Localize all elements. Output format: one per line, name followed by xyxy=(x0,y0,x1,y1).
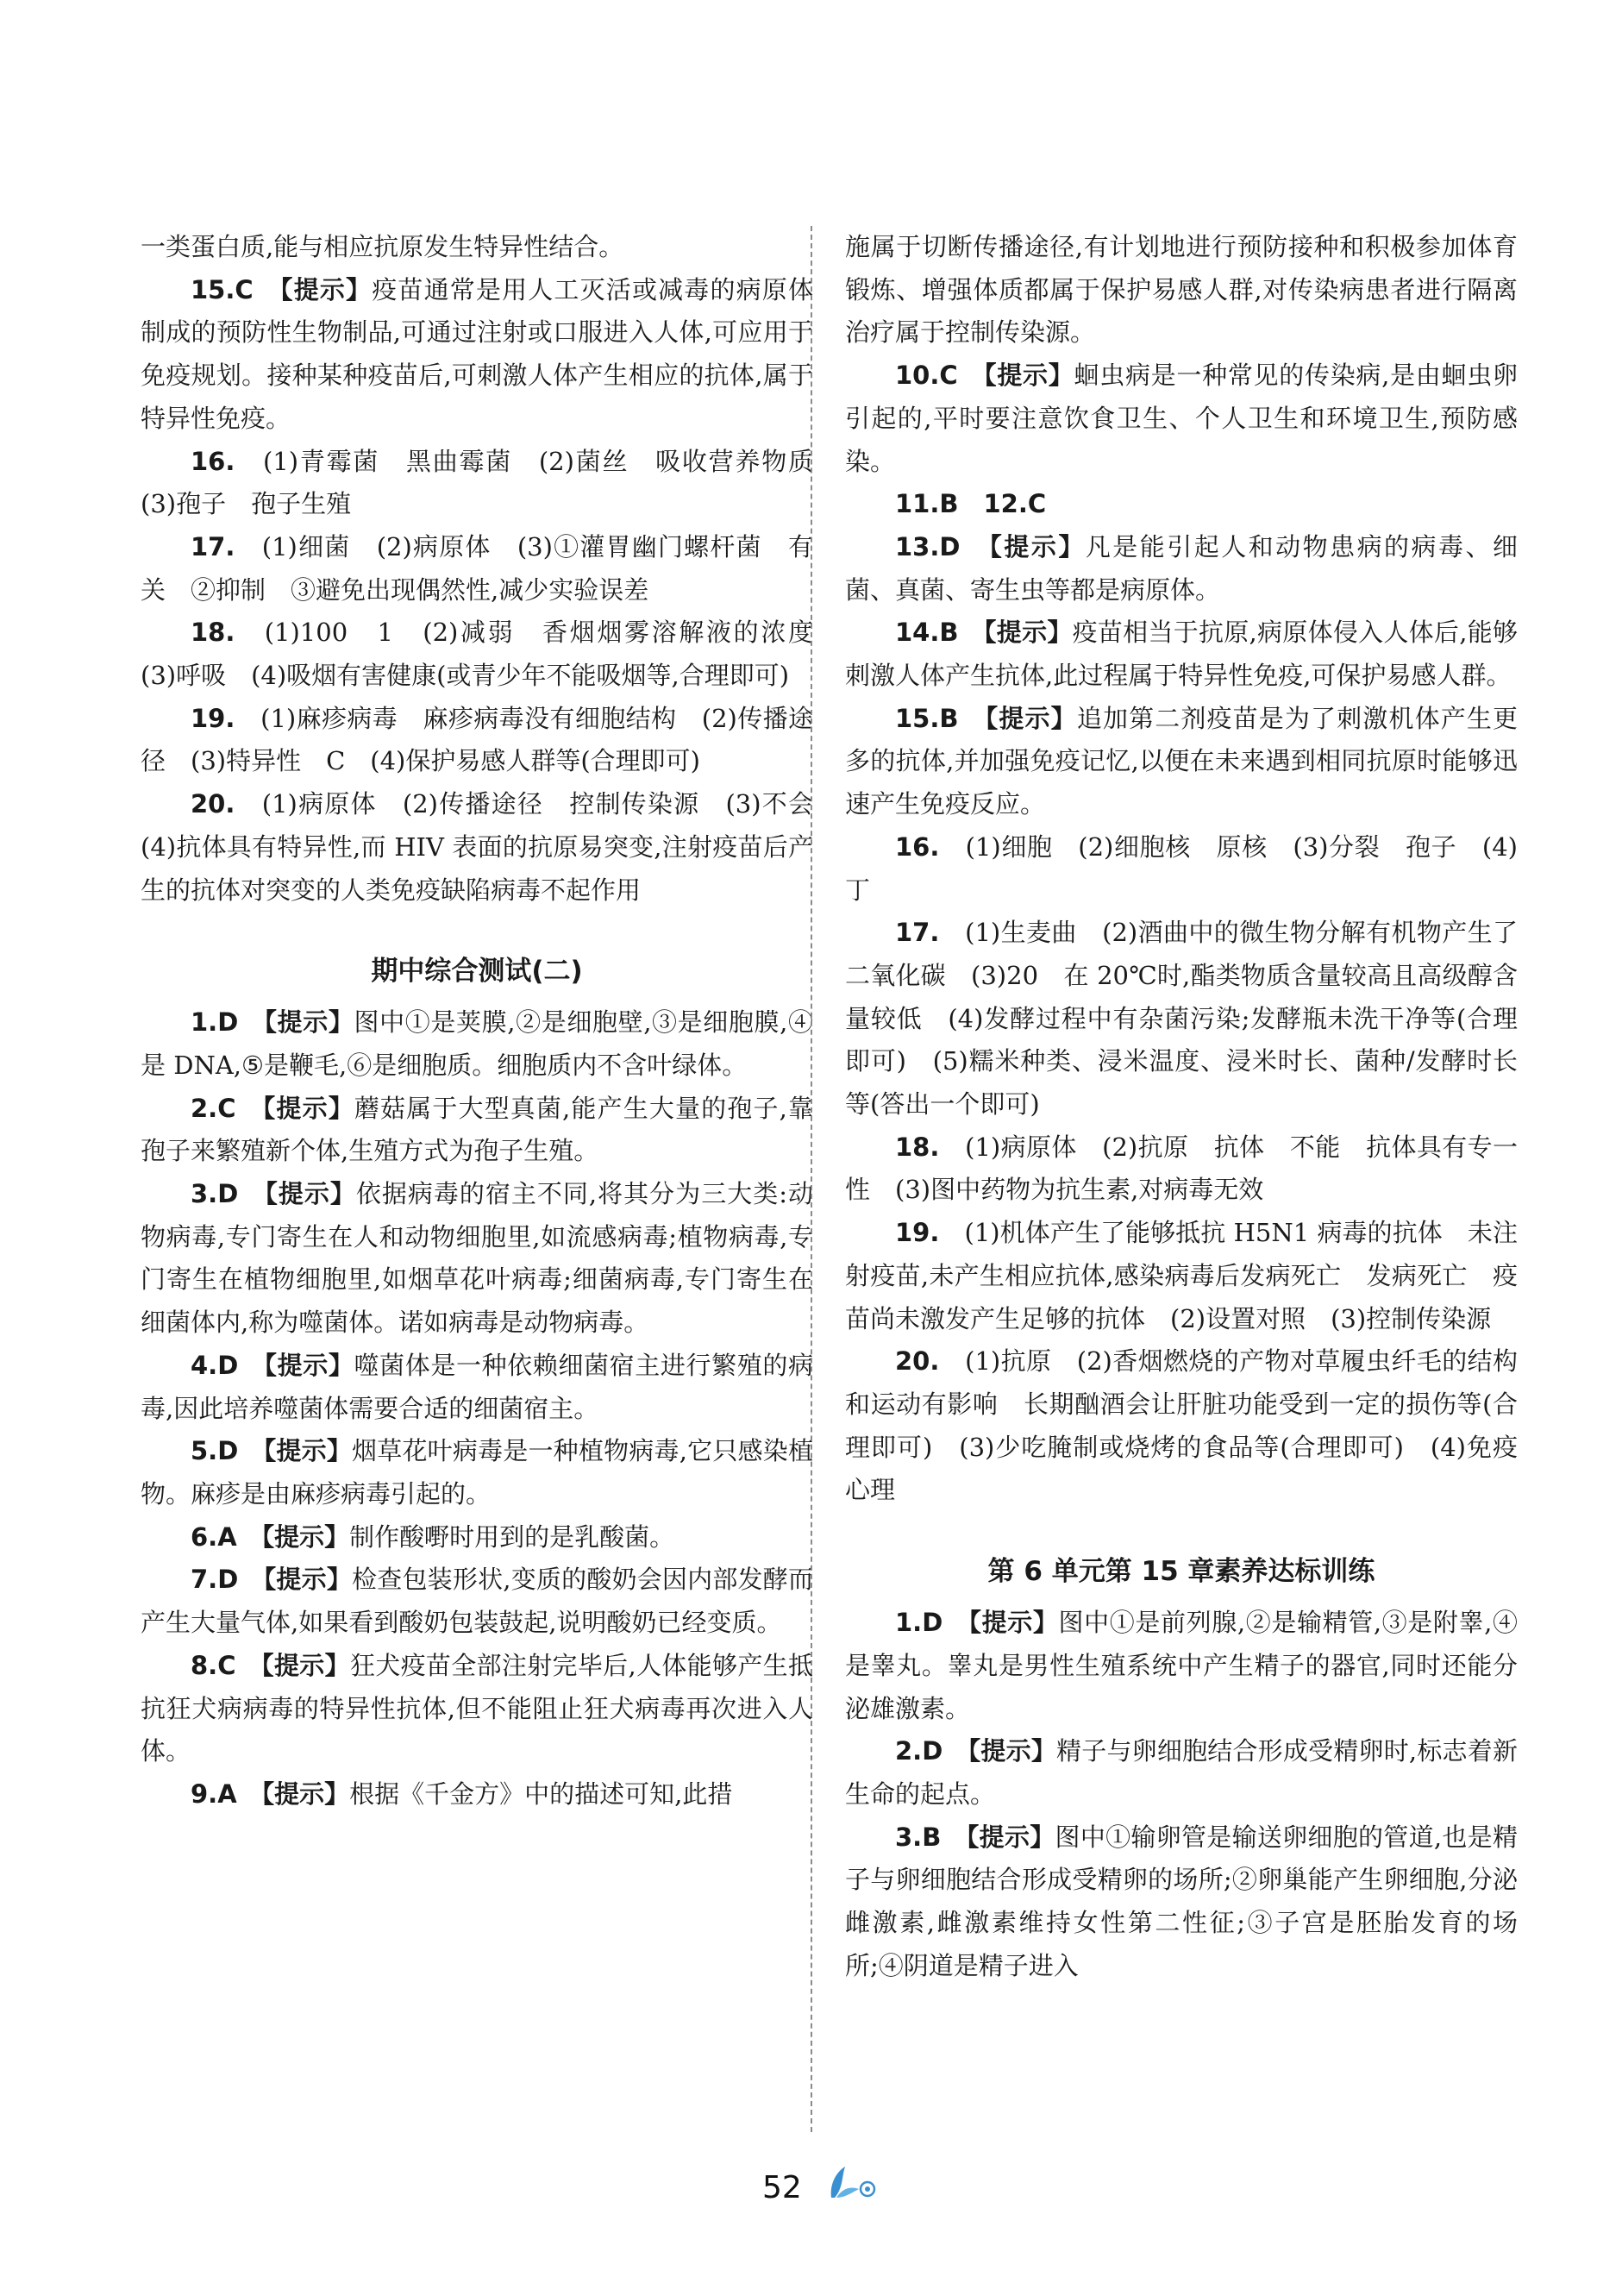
answer-item xyxy=(845,1730,1518,1816)
answer-text: (1)细菌 (2)病原体 (3)①灌胃幽门螺杆菌 有关 ②抑制 ③避免出现偶然性,减少实验误差 xyxy=(141,531,813,605)
answer-item xyxy=(845,226,1518,354)
hint-label: 【提示】 xyxy=(984,618,1073,648)
answer-text: 蘑菇属于大型真菌,能产生大量的孢子,靠孢子来繁殖新个体,生殖方式为孢子生殖。 xyxy=(141,1093,813,1166)
answer-text: (1)抗原 (2)香烟燃烧的产物对草履虫纤毛的结构和运动有影响 长期酗酒会让肝脏功能受到一定的损伤等(合理即可) (3)少吃腌制或烧烤的食品等(合理即可) (4)免疫 心理 xyxy=(845,1346,1544,1505)
answer-text: 依据病毒的宿主不同,将其分为三大类:动物病毒,专门寄生在人和动物细胞里,如流感病毒;植物病毒,专门寄生在植物细胞里,如烟草花叶病毒;细菌病毒,专门寄生在细菌体内,称为噬菌体。诺如病毒是动物病毒。 xyxy=(141,1179,813,1338)
hint-label: 【提示】 xyxy=(262,1093,354,1123)
answer-number: 1.D xyxy=(191,1007,239,1038)
answer-number: 7.D xyxy=(191,1565,239,1595)
answer-number: 18. xyxy=(895,1132,940,1162)
answer-item xyxy=(845,1816,1518,1988)
answer-item xyxy=(141,526,813,612)
hint-label: 【提示】 xyxy=(280,274,373,304)
answer-text: 施属于切断传播途径,有计划地进行预防接种和积极参加体育锻炼、增强体质都属于保护易感人群,对传染病患者进行隔离治疗属于控制传染源。 xyxy=(845,232,1518,348)
answer-item xyxy=(845,1602,1518,1730)
answer-text: (1)100 1 (2)减弱 香烟烟雾溶解液的浓度 (3)呼吸 (4)吸烟有害健康(或青少年不能吸烟等,合理即可) xyxy=(141,618,839,691)
hint-label: 【提示】 xyxy=(261,1650,350,1680)
answer-number: 20. xyxy=(895,1346,940,1377)
answer-item xyxy=(141,1430,813,1515)
hint-label: 【提示】 xyxy=(263,1436,353,1466)
answer-number: 10.C xyxy=(895,361,958,391)
answer-item xyxy=(141,226,813,269)
hint-label: 【提示】 xyxy=(264,1350,354,1380)
hint-label: 【提示】 xyxy=(265,1179,356,1209)
answer-item xyxy=(141,269,813,441)
hint-label: 【提示】 xyxy=(968,1608,1059,1638)
answer-text: 烟草花叶病毒是一种植物病毒,它只感染植物。麻疹是由麻疹病毒引起的。 xyxy=(141,1436,813,1509)
answer-number: 2.C xyxy=(191,1093,236,1123)
answer-item xyxy=(845,826,1518,912)
right-column xyxy=(845,226,1544,1987)
answer-item xyxy=(845,483,1518,526)
leaf-logo-icon xyxy=(826,2163,880,2201)
section-heading: 第 6 单元第 15 章素养达标训练 xyxy=(987,1556,1375,1588)
answer-text: (1)细胞 (2)细胞核 原核 (3)分裂 孢子 (4)丁 xyxy=(845,831,1518,905)
section-heading: 期中综合测试(二) xyxy=(371,956,583,988)
answer-text: 疫苗相当于抗原,病原体侵入人体后,能够刺激人体产生抗体,此过程属于特异性免疫,可保护易感人群。 xyxy=(845,618,1518,691)
answer-number: 5.D xyxy=(191,1436,239,1466)
answer-number: 13.D xyxy=(895,531,961,561)
answer-item xyxy=(845,1212,1518,1340)
answer-item xyxy=(141,1645,813,1773)
answer-item xyxy=(141,1559,813,1644)
answer-number: 6.A xyxy=(191,1521,237,1552)
answer-text: 图中①是荚膜,②是细胞壁,③是细胞膜,④是 DNA,⑤是鞭毛,⑥是细胞质。细胞质内不含叶绿体。 xyxy=(141,1007,813,1080)
hint-label: 【提示】 xyxy=(989,531,1086,561)
hint-label: 【提示】 xyxy=(261,1521,350,1552)
answer-number: 18. xyxy=(191,618,235,648)
answer-number: 4.D xyxy=(191,1350,239,1380)
answer-item xyxy=(141,612,839,697)
answer-number: 3.B xyxy=(895,1822,942,1852)
left-column xyxy=(141,226,839,1816)
answer-item xyxy=(141,1516,813,1559)
answer-number: 2.D xyxy=(895,1736,943,1766)
answer-item xyxy=(845,354,1518,483)
answer-number: 11.B 12.C xyxy=(895,489,1047,519)
answer-item xyxy=(845,612,1518,697)
answer-item xyxy=(845,1126,1518,1212)
answer-text: 精子与卵细胞结合形成受精卵时,标志着新生命的起点。 xyxy=(845,1736,1518,1809)
answer-item xyxy=(141,1088,813,1173)
answer-number: 9.A xyxy=(191,1778,237,1809)
answer-text: 图中①输卵管是输送卵细胞的管道,也是精子与卵细胞结合形成受精卵的场所;②卵巢能产生卵细胞,分泌雌激素,雌激素维持女性第二性征;③子宫是胚胎发育的场所;④阴道是精子进入 xyxy=(845,1822,1518,1980)
answer-number: 17. xyxy=(191,531,235,561)
answer-item xyxy=(141,1001,813,1087)
answer-item xyxy=(141,1345,813,1430)
answer-item xyxy=(141,1173,813,1345)
answer-text: 疫苗通常是用人工灭活或减毒的病原体制成的预防性生物制品,可通过注射或口服进入人体,可应用于免疫规划。接种某种疫苗后,可刺激人体产生相应的抗体,属于特异性免疫。 xyxy=(141,274,813,433)
answer-number: 19. xyxy=(895,1218,940,1248)
answer-number: 20. xyxy=(191,789,235,819)
answer-item xyxy=(141,783,838,912)
answer-text: 图中①是前列腺,②是输精管,③是附睾,④是睾丸。睾丸是男性生殖系统中产生精子的器官,同时还能分泌雄激素。 xyxy=(845,1608,1518,1723)
answer-number: 14.B xyxy=(895,618,959,648)
answer-number: 16. xyxy=(191,446,235,476)
answer-number: 8.C xyxy=(191,1650,236,1680)
answer-number: 16. xyxy=(895,831,940,862)
hint-label: 【提示】 xyxy=(985,703,1077,733)
hint-label: 【提示】 xyxy=(261,1778,350,1809)
answer-text: 检查包装形状,变质的酸奶会因内部发酵而产生大量气体,如果看到酸奶包装鼓起,说明酸奶已经变质。 xyxy=(141,1565,813,1638)
answer-text: 凡是能引起人和动物患病的病毒、细菌、真菌、寄生虫等都是病原体。 xyxy=(845,531,1518,605)
hint-label: 【提示】 xyxy=(968,1736,1057,1766)
answer-text: (1)病原体 (2)抗原 抗体 不能 抗体具有专一性 (3)图中药物为抗生素,对病毒无效 xyxy=(845,1132,1518,1205)
hint-label: 【提示】 xyxy=(966,1822,1055,1852)
hint-label: 【提示】 xyxy=(264,1007,354,1038)
answer-number: 1.D xyxy=(895,1608,943,1638)
answer-text: 噬菌体是一种依赖细菌宿主进行繁殖的病毒,因此培养噬菌体需要合适的细菌宿主。 xyxy=(141,1350,813,1423)
column-divider xyxy=(811,226,812,2132)
answer-text: (1)生麦曲 (2)酒曲中的微生物分解有机物产生了二氧化碳 (3)20 在 20℃时,酯类物质含量较高且高级醇含量较低 (4)发酵过程中有杂菌污染;发酵瓶未洗干净等(合理即可) (5)糯米种类、浸米温度、浸米时长、菌种/发酵时长等(答出一个即可) xyxy=(845,918,1518,1120)
answer-text: 追加第二剂疫苗是为了刺激机体产生更多的抗体,并加强免疫记忆,以便在未来遇到相同抗原时能够迅速产生免疫反应。 xyxy=(845,703,1518,819)
hint-label: 【提示】 xyxy=(263,1565,353,1595)
answer-text: 一类蛋白质,能与相应抗原发生特异性结合。 xyxy=(141,232,624,261)
answer-text: (1)机体产生了能够抵抗 H5N1 病毒的抗体 未注射疫苗,未产生相应抗体,感染病毒后发病死亡 发病死亡 疫苗尚未激发产生足够的抗体 (2)设置对照 (3)控制传染源 xyxy=(845,1218,1518,1333)
answer-item xyxy=(845,526,1518,612)
answer-number: 15.B xyxy=(895,703,959,733)
answer-text: (1)麻疹病毒 麻疹病毒没有细胞结构 (2)传播途径 (3)特异性 C (4)保护易感人群等(合理即可) xyxy=(141,703,813,776)
answer-item xyxy=(845,1340,1544,1512)
answer-item xyxy=(141,441,838,526)
answer-number: 19. xyxy=(191,703,235,733)
answer-item xyxy=(845,698,1518,826)
answer-text: 蛔虫病是一种常见的传染病,是由蛔虫卵引起的,平时要注意饮食卫生、个人卫生和环境卫生,预防感染。 xyxy=(845,361,1518,476)
hint-label: 【提示】 xyxy=(984,361,1074,391)
answer-item xyxy=(845,912,1518,1126)
answer-text: (1)病原体 (2)传播途径 控制传染源 (3)不会 (4)抗体具有特异性,而 HIV 表面的抗原易突变,注射疫苗后产生的抗体对突变的人类免疫缺陷病毒不起作用 xyxy=(141,789,838,905)
answer-text: (1)青霉菌 黑曲霉菌 (2)菌丝 吸收营养物质 (3)孢子 孢子生殖 xyxy=(141,446,838,519)
answer-number: 15.C xyxy=(191,274,254,304)
page-number: 52 xyxy=(762,2170,802,2205)
answer-text: 根据《千金方》中的描述可知,此措 xyxy=(349,1778,733,1809)
answer-item xyxy=(141,698,813,783)
answer-number: 17. xyxy=(895,918,940,948)
answer-text: 狂犬疫苗全部注射完毕后,人体能够产生抵抗狂犬病病毒的特异性抗体,但不能阻止狂犬病毒再次进入人体。 xyxy=(141,1650,813,1766)
answer-item xyxy=(141,1773,813,1816)
answer-text: 制作酸嘢时用到的是乳酸菌。 xyxy=(349,1521,675,1552)
answer-number: 3.D xyxy=(191,1179,239,1209)
